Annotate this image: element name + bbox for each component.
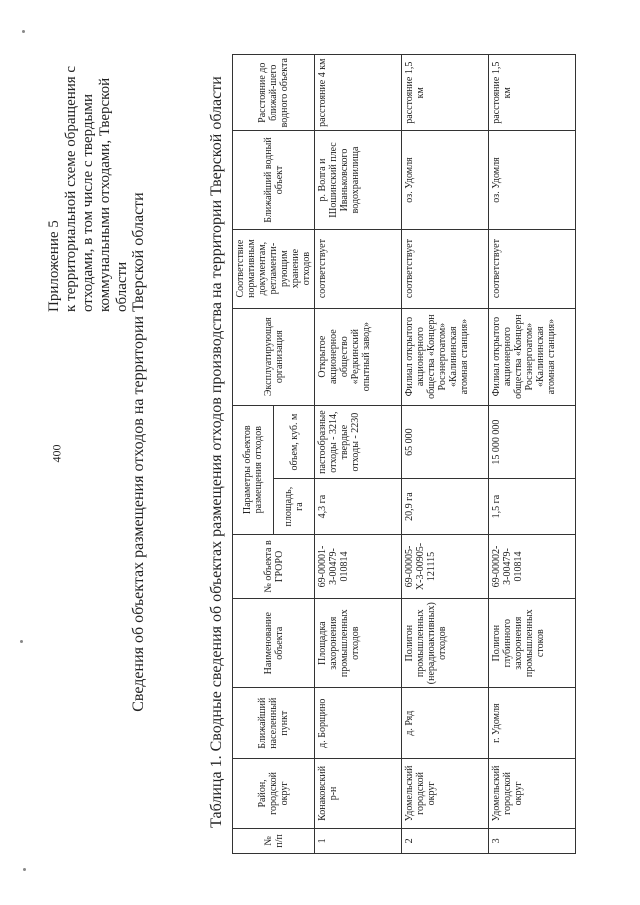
cell-compliance: соответствует [489, 229, 576, 308]
cell-settlement: д. Борщино [315, 688, 402, 759]
cell-num: 2 [402, 828, 489, 853]
cell-volume: 65 000 [402, 405, 489, 479]
cell-operator: Открытое акционерное общество «Редкинский опытный завод» [315, 308, 402, 405]
page-number: 400 [49, 444, 64, 463]
header-volume: объем, куб. м [274, 405, 315, 479]
header-compliance: Соответствие нормативным документам, регламенти-рующим хранение отходов [233, 229, 315, 308]
scan-speck [22, 30, 25, 33]
cell-area: 20,9 га [402, 479, 489, 534]
header-params: Параметры объектов размещения отходов [233, 405, 274, 534]
header-water: Ближайший водный объект [233, 131, 315, 229]
cell-water: оз. Удомля [402, 131, 489, 229]
cell-distance: расстояние 4 км [315, 55, 402, 131]
cell-district: Удомельский городской округ [489, 759, 576, 828]
cell-name: Полигон промышленных (нерадиоактивных) отходов [402, 599, 489, 688]
table-row [315, 55, 402, 854]
header-area: площадь, га [274, 479, 315, 534]
cell-area: 1,5 га [489, 479, 576, 534]
appendix-block [46, 32, 131, 312]
table-row [402, 55, 489, 854]
rotated-page-content [40, 32, 600, 872]
cell-district: Конаковский р-н [315, 759, 402, 828]
appendix-line: к территориальной схеме обращения с [63, 65, 79, 312]
cell-volume: пастообразные отходы - 3214, твердые отходы - 2230 [315, 405, 402, 479]
table-row [489, 55, 576, 854]
cell-groro: 69-00005-Х-3-00905-121115 [402, 534, 489, 598]
appendix-line: области [114, 261, 130, 312]
header-name: Наименование объекта [233, 599, 315, 688]
cell-distance: расстояние 1,5 км [402, 55, 489, 131]
scan-speck [20, 640, 23, 643]
header-operator: Эксплуатирующая организация [233, 308, 315, 405]
table-header-row [233, 55, 274, 854]
cell-volume: 15 000 000 [489, 405, 576, 479]
cell-distance: расстояние 1,5 км [489, 55, 576, 131]
header-settlement: Ближайший населенный пункт [233, 688, 315, 759]
appendix-title: Приложение 5 [46, 220, 62, 312]
cell-num: 3 [489, 828, 576, 853]
cell-water: оз. Удомля [489, 131, 576, 229]
scan-speck [23, 868, 26, 871]
cell-settlement: г. Удомля [489, 688, 576, 759]
cell-name: Полигон глубинного захоронения промышленных стоков [489, 599, 576, 688]
cell-water: р. Волга и Шошинский плес Иваньковского водохранилища [315, 131, 402, 229]
cell-num: 1 [315, 828, 402, 853]
cell-compliance: соответствует [402, 229, 489, 308]
header-groro: № объекта в ГРОРО [233, 534, 315, 598]
cell-groro: 69-00002-З-00479-010814 [489, 534, 576, 598]
cell-name: Площадка захоронения промышленных отходов [315, 599, 402, 688]
appendix-line: отходами, в том числе с твердыми [80, 93, 96, 312]
cell-operator: Филиал открытого акционерного общества «Концерн Росэнергоатом» «Калининская атомная станция» [402, 308, 489, 405]
header-district: Район, городской округ [233, 759, 315, 828]
table-caption: Таблица 1. Сводные сведения об объектах размещения отходов производства на территории Тверской области [208, 76, 225, 828]
cell-area: 4,3 га [315, 479, 402, 534]
waste-sites-table [232, 54, 576, 854]
header-distance: Расстояние до ближай-шего водного объекта [233, 55, 315, 131]
cell-settlement: д. Ряд [402, 688, 489, 759]
main-title: Сведения об объектах размещения отходов на территории Тверской области [130, 192, 147, 712]
cell-operator: Филиал открытого акционерного общества «Концерн Росэнергоатом» «Калининская атомная станция» [489, 308, 576, 405]
appendix-line: коммунальными отходами, Тверской [97, 77, 113, 312]
header-num: № п/п [233, 828, 315, 853]
cell-groro: 69-00001-З-00479-010814 [315, 534, 402, 598]
cell-compliance: соответствует [315, 229, 402, 308]
cell-district: Удомельский городской округ [402, 759, 489, 828]
